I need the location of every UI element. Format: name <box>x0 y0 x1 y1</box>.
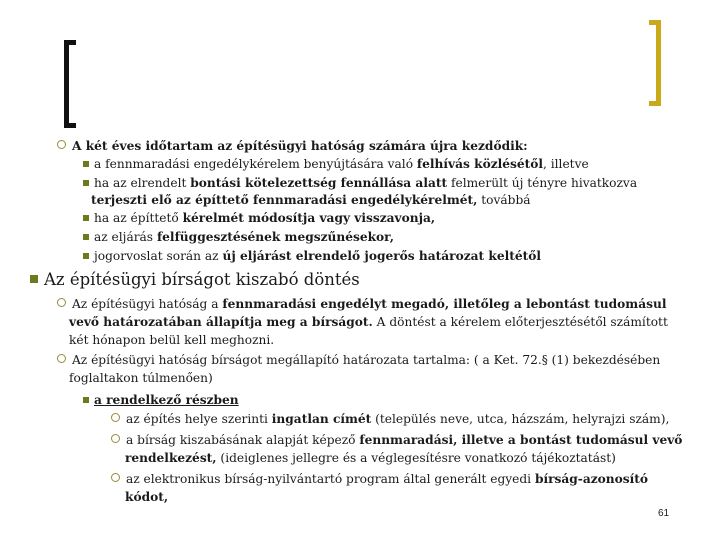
text-line: az elektronikus bírság-nyilvántartó program által generált egyedi bírság-azonosító <box>111 471 648 488</box>
text-line: rendelkezést, (ideiglenes jellegre és a véglegesítésre vonatkozó tájékoztatást) <box>125 451 616 465</box>
text-line: A két éves időtartam az építésügyi hatóság számára újra kezdődik: <box>57 138 528 155</box>
square-bullet-icon <box>83 215 89 221</box>
text-line: az eljárás felfüggesztésének megszűnésekor, <box>83 229 394 246</box>
circle-bullet-icon <box>57 140 66 149</box>
text-line: Az építésügyi hatóság bírságot megállapító határozata tartalma: ( a Ket. 72.§ (1) bekezdésében <box>57 352 660 369</box>
text-line: kódot, <box>125 490 169 504</box>
square-bullet-icon <box>83 161 89 167</box>
circle-bullet-icon <box>111 473 120 482</box>
right-bracket-decoration <box>649 20 661 106</box>
text-line: a rendelkező részben <box>83 392 239 409</box>
section-heading: Az építésügyi bírságot kiszabó döntés <box>30 270 360 290</box>
page-number: 61 <box>658 508 670 519</box>
text-line: a fennmaradási engedélykérelem benyújtására való felhívás közlésétől, illetve <box>83 156 589 173</box>
square-bullet-icon <box>83 253 89 259</box>
text-line: a bírság kiszabásának alapját képező fennmaradási, illetve a bontást tudomásul vevő <box>111 432 682 449</box>
circle-bullet-icon <box>57 298 66 307</box>
text-line: ha az elrendelt bontási kötelezettség fennállása alatt felmerült új tényre hivatkozva <box>83 175 637 192</box>
text-line: ha az építtető kérelmét módosítja vagy visszavonja, <box>83 210 435 227</box>
text-line: Az építésügyi hatóság a fennmaradási engedélyt megadó, illetőleg a lebontást tudomásul <box>57 296 666 313</box>
text-line: az építés helye szerinti ingatlan címét (település neve, utca, házszám, helyrajzi szám), <box>111 411 669 428</box>
circle-bullet-icon <box>111 413 120 422</box>
text-line: jogorvoslat során az új eljárást elrendelő jogerős határozat keltétől <box>83 248 541 265</box>
text-line: terjeszti elő az építtető fennmaradási engedélykérelmét, továbbá <box>91 193 531 207</box>
square-bullet-icon <box>30 275 38 283</box>
text-line: vevő határozatában állapítja meg a bírságot. A döntést a kérelem előterjesztésétől számított <box>69 315 668 329</box>
square-bullet-icon <box>83 234 89 240</box>
left-bracket-decoration <box>64 40 76 128</box>
square-bullet-icon <box>83 397 89 403</box>
circle-bullet-icon <box>111 434 120 443</box>
text-line: két hónapon belül kell meghozni. <box>69 333 275 347</box>
circle-bullet-icon <box>57 354 66 363</box>
square-bullet-icon <box>83 180 89 186</box>
text-line: foglaltakon túlmenően) <box>69 371 213 385</box>
